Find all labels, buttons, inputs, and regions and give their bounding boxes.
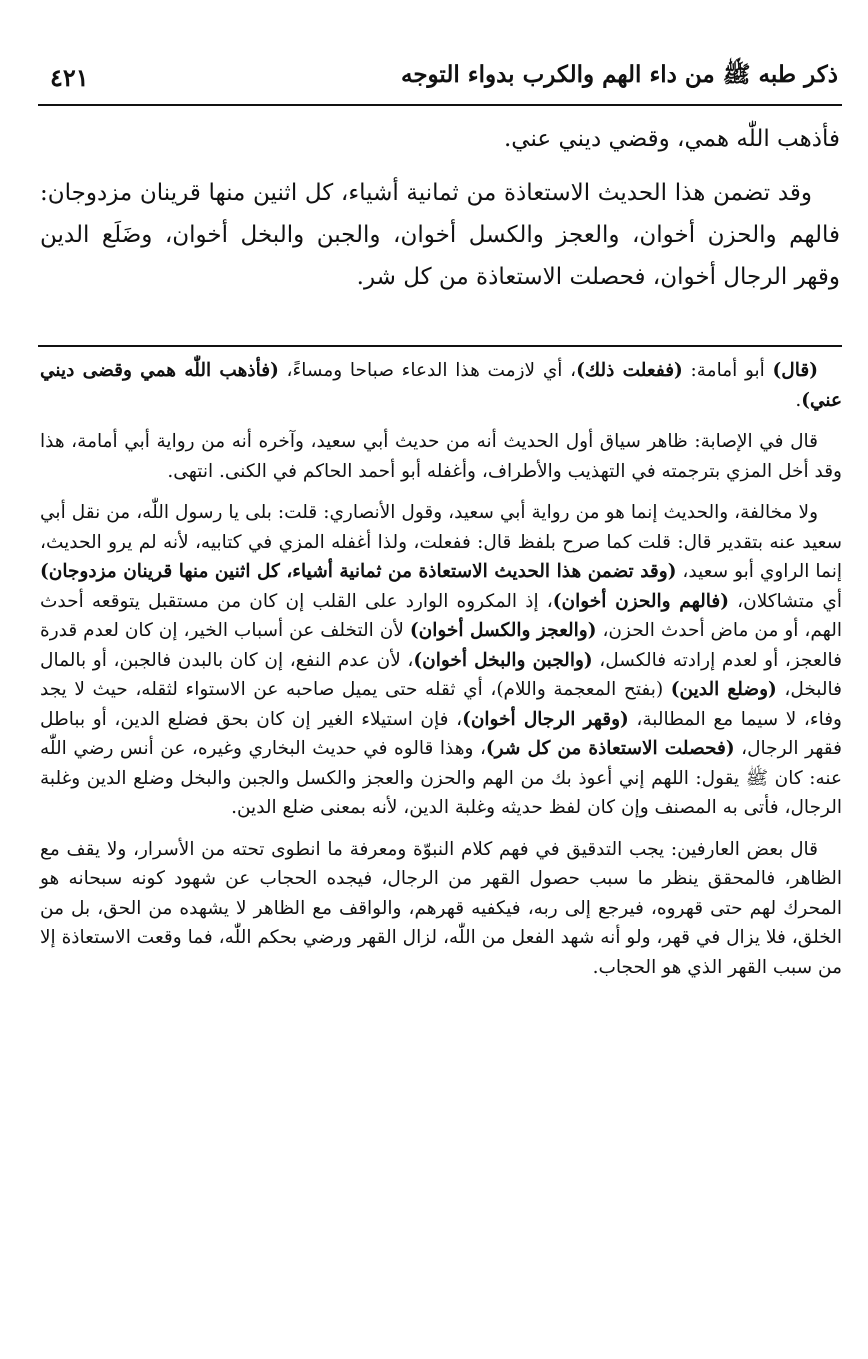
header-rule <box>38 104 842 106</box>
text-run: أبو أمامة: <box>682 360 773 381</box>
bold-phrase: (ففعلت ذلك) <box>576 360 683 381</box>
running-title: ذكر طبه ﷺ من داء الهم والكرب بدواء التوجه <box>401 61 838 88</box>
main-paragraph-2: وقد تضمن هذا الحديث الاستعاذة من ثمانية أشياء، كل اثنين منها قرينان مزدوجان: فالهم والحزن أخوان، والعجز والكسل أخوان، والجبن والبخل أخوان، وضَلَع الدين وقهر الرجال أخوان، فحصلت الاستعاذة من كل شر. <box>40 180 840 290</box>
page-header <box>40 52 838 102</box>
commentary-paragraph-4: قال بعض العارفين: يجب التدقيق في فهم كلام النبوّة ومعرفة ما انطوى تحته من الأسرار، ولا يقف مع الظاهر، فالمحقق ينظر ما سبب حصول القهر من الرجال، فيجده الحجاب عن شهود كونه سبحانه هو المحرك لهم حتى قهروه، فيرجع إلى ربه، فيكفيه قهرهم، والواقف مع الظاهر لا يشهده من الحق، بل من الخلق، فلا يزال في قهر، ولو أنه شهد الفعل من اللّٰه، لزال القهر ورضي بحكم اللّٰه، فما وقعت الاستعاذة إلا من سبب القهر الذي هو الحجاب. <box>40 838 842 978</box>
bold-phrase: (والعجز والكسل أخوان) <box>409 620 597 641</box>
page-number: ٤٢١ <box>50 62 89 92</box>
bold-phrase: (فالهم والحزن أخوان) <box>552 590 729 612</box>
main-text <box>40 118 840 310</box>
main-paragraph-1: فأذهب اللّٰه همي، وقضي ديني عني. <box>504 126 840 152</box>
text-run: ، لأن عدم النفع، إن كان بالبدن فالجبن، أو بالمال فالبخل، <box>40 649 842 700</box>
text-run: ، وهذا قالوه في حديث البخاري وغيره، عن أنس رضي اللّٰه عنه: كان ﷺ يقول: اللهم إني أعوذ بك من الهم والحزن والعجز والكسل والجبن والبخل وضلع الدين وغلبة الرجال، فأتى به المصنف وإن كان لفظ حديثه وغلبة الدين، لأنه بمعنى ضلع الدين. <box>40 738 842 818</box>
text-run: . <box>795 389 802 411</box>
text-run: ولا مخالفة، والحديث إنما هو من رواية أبي سعيد، وقول الأنصاري: قلت: بلى يا رسول اللّٰه، من نقل أبي سعيد عنه بتقدير قال: قلت كما صرح بلفظ قال: ففعلت، ولذا أغفله المزي في كتابيه، لأنه لم يرو الحديث، إنما الراوي أبو سعيد، <box>40 502 842 582</box>
text-run: ، فإن استيلاء الغير إن كان بحق فضلع الدين، أو بباطل فقهر الرجال، <box>40 708 843 759</box>
commentary-text <box>40 356 842 994</box>
commentary-rule <box>38 345 842 347</box>
bold-phrase: (فأذهب اللّٰه همي وقضى ديني عني) <box>40 360 842 411</box>
bold-phrase: (وضلع الدين) <box>670 679 777 700</box>
text-run: أي متشاكلان، <box>729 590 842 612</box>
bold-phrase: (وقد تضمن هذا الحديث الاستعاذة من ثمانية أشياء، كل اثنين منها قرينان مزدوجان) <box>40 561 677 582</box>
text-run: ، أي لازمت هذا الدعاء صباحا ومساءً، <box>278 360 577 381</box>
text-run: لأن التخلف عن أسباب الخير، إن كان لعدم قدرة فالعجز، أو لعدم إرادته فالكسل، <box>40 620 843 671</box>
commentary-paragraph-2: قال في الإصابة: ظاهر سياق أول الحديث أنه من حديث أبي سعيد، وآخره أنه من رواية أبي أمامة، هذا وقد أخل المزي بترجمته في التهذيب والأطراف، وأغفله أبو أحمد الحاكم في الكنى. انتهى. <box>40 431 842 482</box>
text-run: (بفتح المعجمة واللام)، أي ثقله حتى يميل صاحبه عن الاستواء لثقله، حيث لا يجد وفاء، لا سيما مع المطالبة، <box>40 679 842 730</box>
commentary-paragraph-3 <box>40 498 842 823</box>
text-run: ، إذ المكروه الوارد على القلب إن كان من مستقبل يتوقعه أحدث الهم، أو من ماض أحدث الحزن، <box>40 590 842 641</box>
bold-phrase: (وقهر الرجال أخوان) <box>462 708 629 730</box>
bold-phrase: (فحصلت الاستعاذة من كل شر) <box>485 738 735 759</box>
commentary-paragraph-1 <box>40 356 842 415</box>
bold-phrase: (والجبن والبخل أخوان) <box>413 649 593 671</box>
bold-phrase: (قال) <box>772 360 818 381</box>
